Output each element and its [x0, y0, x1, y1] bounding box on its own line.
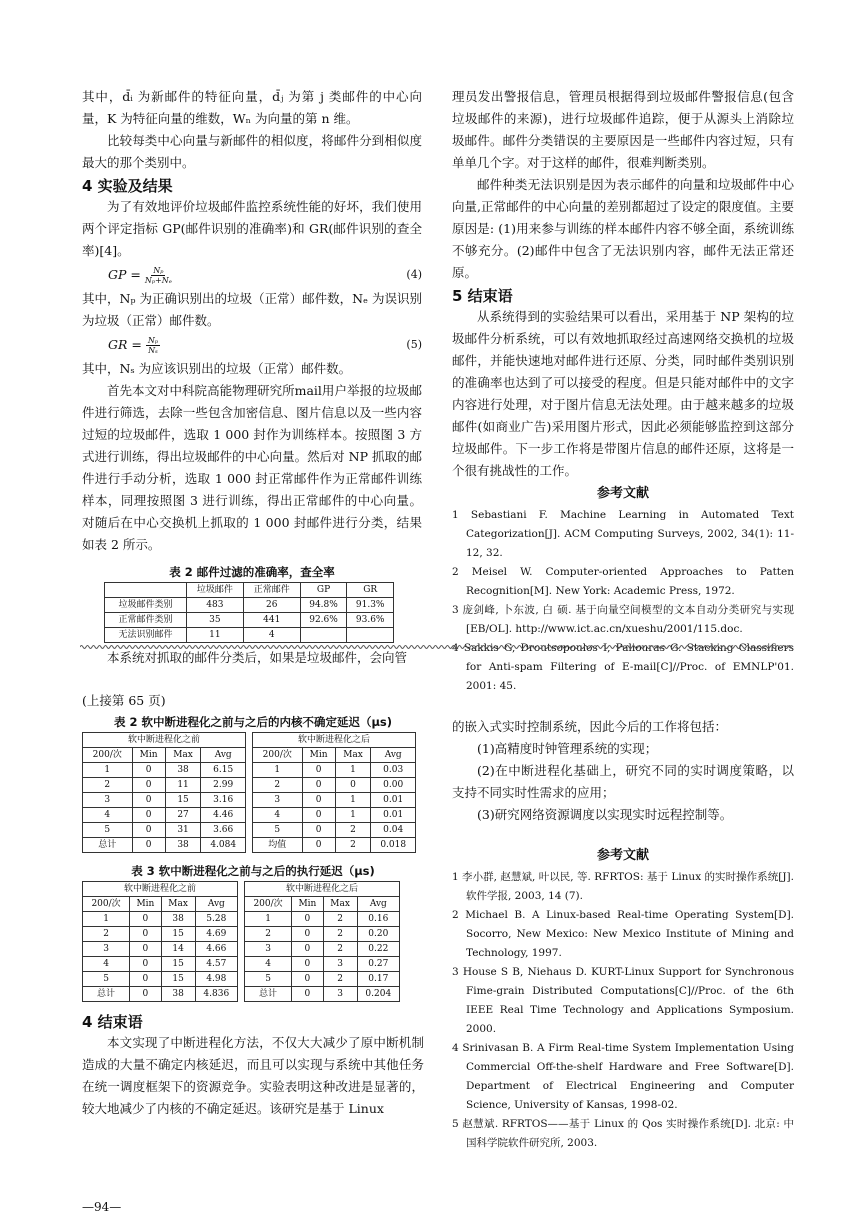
table-cell: 0 [292, 942, 324, 957]
table-cell: 4.66 [195, 942, 237, 957]
table-header-cell [105, 583, 187, 598]
paragraph: 比较每类中心向量与新邮件的相似度，将邮件分到相似度最大的那个类别中。 [82, 133, 422, 170]
table-cell: 0 [292, 957, 324, 972]
table-row [83, 808, 246, 823]
table-header-cell: Avg [201, 748, 246, 763]
table-cell: 5.28 [195, 912, 237, 927]
table-header-cell: 垃圾邮件 [186, 583, 243, 598]
table-cell: 3 [253, 793, 303, 808]
table-header-cell: Max [161, 897, 195, 912]
fraction [145, 266, 172, 285]
table-cell: 均值 [253, 838, 303, 853]
list-item: (3)研究网络资源调度以实现实时远程控制等。 [477, 807, 733, 822]
table-cell: 0.22 [357, 942, 399, 957]
table-cell: 1 [83, 763, 133, 778]
table-cell: 1 [253, 763, 303, 778]
table-group-header: 软中断进程化之前 [83, 733, 246, 748]
table-cell: 垃圾邮件类别 [105, 598, 187, 613]
section-heading: 4 实验及结果 [82, 177, 173, 195]
table-cell: 0.17 [357, 972, 399, 987]
equation-number: (4) [406, 268, 422, 281]
paragraph: 邮件种类无法识别是因为表示邮件的向量和垃圾邮件中心向量,正常邮件的中心向量的差别都超过了设定的限度值。主要原因是: (1)用来参与训练的样本邮件内容不够全面，系统训练不够充分。(2)邮件中包含了无法识别内容，邮件无法正常还原。 [452, 177, 794, 280]
table-cell: 441 [243, 613, 300, 628]
table-cell: 2 [83, 927, 130, 942]
denominator: Nₛ [148, 346, 158, 355]
table-cell: 4.46 [201, 808, 246, 823]
table-cell: 0 [130, 972, 162, 987]
execution-latency-table [82, 881, 424, 1002]
equation-5 [82, 332, 422, 358]
table-cell [300, 628, 347, 643]
table-header-cell: Avg [371, 748, 416, 763]
table-cell: 3 [323, 957, 357, 972]
table-cell: 38 [161, 912, 195, 927]
table-cell: 38 [165, 763, 201, 778]
paragraph: 其中，d̄ᵢ 为新邮件的特征向量，d̄ⱼ 为第 j 类邮件的中心向量，K 为特征向量的维数，Wₙ 为向量的第 n 维。 [82, 89, 422, 126]
table-header-cell: Max [323, 897, 357, 912]
table-cell: 5 [253, 823, 303, 838]
table-cell: 2 [323, 942, 357, 957]
latency-subtable [82, 732, 246, 853]
table-cell: 38 [165, 838, 201, 853]
table-cell: 0.03 [371, 763, 416, 778]
paragraph: 从系统得到的实验结果可以看出，采用基于 NP 架构的垃圾邮件分析系统，可以有效地抓取经过高速网络交换机的垃圾邮件，并能快速地对邮件进行还原、分类，同时邮件类别识别的准确率也达到了可以接受的程度。但是只能对邮件中的文字内容进行处理，对于图片信息无法处理。由于越来越多的垃圾邮件(如商业广告)采用图片形式，因此必须能够监控到这部分垃圾邮件。下一步工作将是带图片信息的邮件还原，这将是一个很有挑战性的工作。 [452, 309, 794, 478]
table-row [83, 778, 246, 793]
table-row [83, 838, 246, 853]
table-cell: 0 [302, 838, 335, 853]
bottom-left-column [82, 690, 424, 1120]
mail-filter-table [104, 582, 394, 643]
table-header-row [83, 897, 238, 912]
table-cell: 0 [292, 972, 324, 987]
table-cell: 0 [302, 778, 335, 793]
table-row [245, 912, 400, 927]
table-header-row [245, 897, 400, 912]
table-cell: 4.69 [195, 927, 237, 942]
page-number: —94— [82, 1200, 122, 1214]
table-cell: 93.6% [347, 613, 394, 628]
reference-item: 5 赵慧斌. RFRTOS——基于 Linux 的 Qos 实时操作系统[D]. 北京: 中国科学院软件研究所, 2003. [452, 1118, 794, 1149]
table-row [253, 823, 416, 838]
table-cell: 4.57 [195, 957, 237, 972]
table-cell: 3.16 [201, 793, 246, 808]
wavy-divider [80, 643, 792, 651]
table-cell: 2 [323, 927, 357, 942]
table-cell: 5 [83, 823, 133, 838]
table-cell: 0.04 [371, 823, 416, 838]
table-cell: 0 [132, 823, 165, 838]
latency-subtable [82, 881, 238, 1002]
table-caption: 表 2 邮件过滤的准确率，查全率 [169, 565, 335, 579]
table-row [83, 987, 238, 1002]
table-row [83, 957, 238, 972]
table-cell: 1 [245, 912, 292, 927]
table-cell: 4 [245, 957, 292, 972]
table-cell: 0 [130, 957, 162, 972]
table-cell: 11 [186, 628, 243, 643]
table-header-row [83, 748, 246, 763]
table-row [245, 927, 400, 942]
table-group-row [83, 882, 238, 897]
table-cell: 91.3% [347, 598, 394, 613]
table-row [105, 628, 394, 643]
paragraph: 理员发出警报信息，管理员根据得到垃圾邮件警报信息(包含垃圾邮件的来源)，进行垃圾邮件追踪，便于从源头上消除垃圾邮件。邮件分类错误的主要原因是一些邮件内容过短，只有单单几个字。对于这样的邮件，很难判断类别。 [452, 89, 794, 170]
table-row [253, 778, 416, 793]
table-cell: 92.6% [300, 613, 347, 628]
references-list [452, 868, 794, 1153]
table-header-row [253, 748, 416, 763]
table-row [83, 823, 246, 838]
table-cell: 31 [165, 823, 201, 838]
reference-item: 3 House S B, Niehaus D. KURT-Linux Support for Synchronous Fime-grain Distributed Computations[C]//Proc. of the 6th IEEE Real Time Technology and Applications Symposium. 2000. [452, 966, 794, 1035]
paragraph: 本文实现了中断进程化方法，不仅大大减少了原中断机制造成的大量不确定内核延迟，而且可以实现与系统中其他任务在统一调度框架下的资源竞争。实验表明这种改进是显著的，较大地减少了内核的不确定延迟。该研究是基于 Linux [82, 1035, 424, 1116]
table-row [245, 987, 400, 1002]
continued-note: (上接第 65 页) [82, 693, 166, 708]
table-caption: 表 3 软中断进程化之前与之后的执行延迟（μs) [131, 864, 375, 878]
top-right-column [452, 86, 794, 696]
table-header-row [105, 583, 394, 598]
table-cell: 0.00 [371, 778, 416, 793]
table-cell: 2 [323, 912, 357, 927]
reference-item: 1 李小群, 赵慧斌, 叶以民, 等. RFRTOS: 基于 Linux 的实时操作系统[J]. 软件学报, 2003, 14 (7). [452, 871, 794, 902]
table-cell: 5 [83, 972, 130, 987]
table-row [245, 957, 400, 972]
table-row [83, 942, 238, 957]
table-header-cell: GP [300, 583, 347, 598]
table-cell: 1 [83, 912, 130, 927]
table-row [105, 598, 394, 613]
table-cell: 1 [335, 793, 371, 808]
table-cell: 4 [243, 628, 300, 643]
table-row [83, 927, 238, 942]
table-cell: 14 [161, 942, 195, 957]
table-cell: 35 [186, 613, 243, 628]
table-cell: 15 [161, 957, 195, 972]
numerator: Nₚ [147, 336, 159, 345]
table-cell: 0 [130, 942, 162, 957]
table-header-cell: 200/次 [253, 748, 303, 763]
table-cell: 0 [132, 778, 165, 793]
table-header-cell: Max [165, 748, 201, 763]
fraction [146, 336, 160, 355]
table-cell: 4.98 [195, 972, 237, 987]
table-cell: 27 [165, 808, 201, 823]
equation-4 [82, 262, 422, 288]
list-item: (1)高精度时钟管理系统的实现； [477, 741, 658, 756]
table-row [253, 793, 416, 808]
table-cell: 2 [335, 838, 371, 853]
table-cell: 0 [292, 927, 324, 942]
table-header-cell: 200/次 [245, 897, 292, 912]
table-header-cell: Min [130, 897, 162, 912]
table-cell: 4 [83, 808, 133, 823]
table-cell: 0 [130, 912, 162, 927]
table-cell: 无法识别邮件 [105, 628, 187, 643]
paragraph: 其中，Nₚ 为正确识别出的垃圾（正常）邮件数，Nₑ 为误识别为垃圾（正常）邮件数。 [82, 291, 422, 328]
table-cell: 0 [335, 778, 371, 793]
table-cell: 6.15 [201, 763, 246, 778]
table-row [245, 942, 400, 957]
table-cell: 0.16 [357, 912, 399, 927]
equation-lhs: GR = [108, 337, 142, 352]
table-header-cell: Min [292, 897, 324, 912]
table-cell: 15 [161, 972, 195, 987]
reference-item: 4 Sakkis G, Droutsopoulos I, Paliouras G. Stacking Classifiers for Anti-spam Filtering of E-mail[C]//Proc. of EMNLP'01. 2001: 45. [452, 642, 794, 692]
table-cell: 0 [132, 838, 165, 853]
table-header-cell: Min [302, 748, 335, 763]
table-group-header: 软中断进程化之后 [245, 882, 400, 897]
table-cell: 0.27 [357, 957, 399, 972]
paragraph: 首先本文对中科院高能物理研究所mail用户举报的垃圾邮件进行筛选，去除一些包含加密信息、图片信息以及一些内容过短的垃圾邮件，选取 1 000 封作为训练样本。按照图 3 方式进行训练，得出垃圾邮件的中心向量。然后对 NP 抓取的邮件进行手动分析，选取 1 000 封正常邮件作为正常邮件训练样本，同理按照图 3 进行训练，得出正常邮件的中心向量。对随后在中心交换机上抓取的 1 000 封邮件进行分类，结果如表 2 所示。 [82, 383, 422, 552]
table-cell: 3.66 [201, 823, 246, 838]
table-cell: 4 [253, 808, 303, 823]
table-cell: 0 [130, 927, 162, 942]
denominator: Nₚ+Nₑ [144, 276, 172, 285]
paragraph: 为了有效地评价垃圾邮件监控系统性能的好坏，我们使用两个评定指标 GP(邮件识别的准确率)和 GR(邮件识别的查全率)[4]。 [82, 199, 422, 258]
table-cell: 3 [83, 942, 130, 957]
table-cell: 2 [335, 823, 371, 838]
references-heading: 参考文献 [596, 848, 649, 863]
table-cell: 0 [132, 793, 165, 808]
table-cell: 总计 [83, 987, 130, 1002]
table-cell: 94.8% [300, 598, 347, 613]
table-cell: 5 [245, 972, 292, 987]
table-group-row [253, 733, 416, 748]
table-row [83, 972, 238, 987]
equation-lhs: GP = [108, 267, 141, 282]
table-cell: 0 [292, 987, 324, 1002]
table-cell: 0.204 [357, 987, 399, 1002]
table-cell: 2 [253, 778, 303, 793]
table-cell: 1 [335, 763, 371, 778]
table-row [253, 838, 416, 853]
table-row [245, 972, 400, 987]
table-cell: 0 [130, 987, 162, 1002]
table-group-row [245, 882, 400, 897]
table-header-cell: Avg [357, 897, 399, 912]
table-caption: 表 2 软中断进程化之前与之后的内核不确定延迟（μs) [113, 715, 393, 729]
table-cell: 4 [83, 957, 130, 972]
section-heading: 5 结束语 [452, 287, 513, 305]
table-cell: 26 [243, 598, 300, 613]
table-cell: 0.01 [371, 808, 416, 823]
list-item: (2)在中断进程化基础上，研究不同的实时调度策略，以支持不同实时性需求的应用； [452, 763, 794, 800]
top-left-column [82, 86, 422, 669]
reference-item: 4 Srinivasan B. A Firm Real-time System Implementation Using Commercial Off-the-shelf Hardware and Free Software[D]. Department of Electrical Engineering and Computer Science, University of Kansas, 1998-02. [452, 1042, 794, 1111]
table-cell: 11 [165, 778, 201, 793]
table-cell: 1 [335, 808, 371, 823]
table-row [253, 763, 416, 778]
table-cell: 2 [323, 972, 357, 987]
table-cell: 15 [165, 793, 201, 808]
table-cell: 0 [292, 912, 324, 927]
paragraph: 的嵌入式实时控制系统，因此今后的工作将包括： [452, 719, 728, 734]
table-row [83, 912, 238, 927]
table-cell: 0.018 [371, 838, 416, 853]
bottom-right-column [452, 716, 794, 1153]
table-cell: 0 [302, 823, 335, 838]
table-row [83, 793, 246, 808]
table-header-cell: Max [335, 748, 371, 763]
equation-number: (5) [406, 338, 422, 351]
table-cell: 0 [302, 793, 335, 808]
latency-subtable [252, 732, 416, 853]
reference-item: 2 Michael B. A Linux-based Real-time Operating System[D]. Socorro, New Mexico: New Mexico Institute of Mining and Technology, 1997. [452, 909, 794, 959]
reference-item: 3 庞剑峰, 卜东波, 白 硕. 基于向量空间模型的文本自动分类研究与实现[EB/OL]. http://www.ict.ac.cn/xueshu/2001/115.doc. [452, 604, 794, 635]
table-cell: 2.99 [201, 778, 246, 793]
table-group-header: 软中断进程化之后 [253, 733, 416, 748]
references-heading: 参考文献 [596, 486, 649, 501]
reference-item: 2 Meisel W. Computer-oriented Approaches to Patten Recognition[M]. New York: Academic Press, 1972. [452, 566, 794, 597]
table-cell: 15 [161, 927, 195, 942]
table-cell: 正常邮件类别 [105, 613, 187, 628]
table-cell: 3 [245, 942, 292, 957]
paragraph: 其中，Nₛ 为应该识别出的垃圾（正常）邮件数。 [82, 361, 352, 376]
paragraph: 本系统对抓取的邮件分类后，如果是垃圾邮件，会向管 [107, 650, 408, 665]
table-cell: 2 [83, 778, 133, 793]
table-cell: 4.836 [195, 987, 237, 1002]
table-cell: 38 [161, 987, 195, 1002]
table-cell: 4.084 [201, 838, 246, 853]
table-header-cell: GR [347, 583, 394, 598]
section-heading: 4 结束语 [82, 1013, 143, 1031]
table-row [253, 808, 416, 823]
table-cell [347, 628, 394, 643]
table-cell: 3 [323, 987, 357, 1002]
table-header-cell: 正常邮件 [243, 583, 300, 598]
numerator: Nₚ [153, 266, 164, 275]
table-cell: 0 [132, 808, 165, 823]
table-group-header: 软中断进程化之前 [83, 882, 238, 897]
table-cell: 0.20 [357, 927, 399, 942]
table-cell: 总计 [245, 987, 292, 1002]
table-cell: 3 [83, 793, 133, 808]
table-cell: 483 [186, 598, 243, 613]
latency-subtable [244, 881, 400, 1002]
table-header-cell: Avg [195, 897, 237, 912]
kernel-latency-table [82, 732, 424, 853]
reference-item: 1 Sebastiani F. Machine Learning in Automated Text Categorization[J]. ACM Computing Surveys, 2002, 34(1): 11-12, 32. [452, 509, 794, 559]
table-cell: 0.01 [371, 793, 416, 808]
table-header-cell: 200/次 [83, 897, 130, 912]
table-header-cell: Min [132, 748, 165, 763]
table-cell: 总计 [83, 838, 133, 853]
table-cell: 0 [132, 763, 165, 778]
references-list [452, 506, 794, 696]
table-row [105, 613, 394, 628]
table-cell: 2 [245, 927, 292, 942]
table-group-row [83, 733, 246, 748]
table-row [83, 763, 246, 778]
table-header-cell: 200/次 [83, 748, 133, 763]
table-cell: 0 [302, 808, 335, 823]
table-cell: 0 [302, 763, 335, 778]
